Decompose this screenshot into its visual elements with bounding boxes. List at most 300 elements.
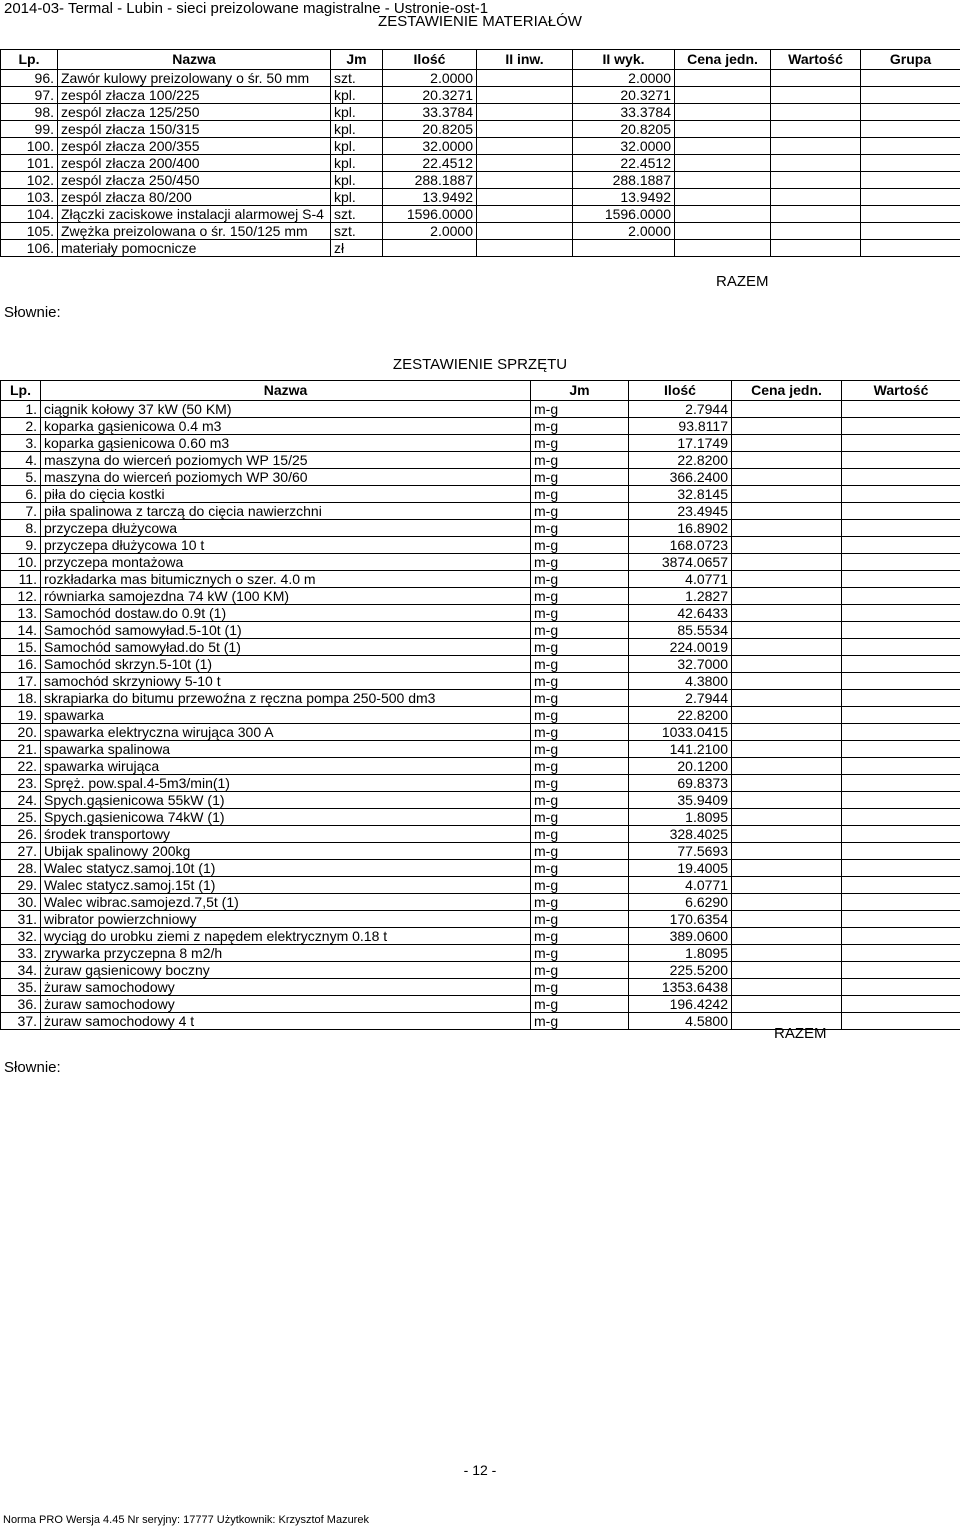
table-row	[1, 554, 960, 571]
row-unit: m-g	[531, 622, 629, 639]
row-value	[771, 70, 861, 87]
row-ii-inw	[477, 121, 573, 138]
row-unit-price	[732, 435, 842, 452]
row-ii-inw	[477, 223, 573, 240]
row-name: żuraw gąsienicowy boczny	[41, 962, 531, 979]
row-value	[842, 945, 960, 962]
row-qty: 1033.0415	[629, 724, 732, 741]
row-unit: m-g	[531, 724, 629, 741]
row-lp: 98.	[1, 104, 58, 121]
table-row	[1, 418, 960, 435]
table-row	[1, 520, 960, 537]
row-unit-price	[732, 520, 842, 537]
row-name: Samochód samowyład.do 5t (1)	[41, 639, 531, 656]
row-value	[771, 240, 861, 257]
table-row	[1, 843, 960, 860]
header-ii-wyk: II wyk.	[573, 50, 675, 70]
row-name: ciągnik kołowy 37 kW (50 KM)	[41, 401, 531, 418]
row-unit: m-g	[531, 656, 629, 673]
table-row	[1, 775, 960, 792]
row-name: piła spalinowa z tarczą do cięcia nawierzchni	[41, 503, 531, 520]
row-name: Walec statycz.samoj.15t (1)	[41, 877, 531, 894]
row-value	[842, 843, 960, 860]
row-unit-price	[732, 877, 842, 894]
row-qty: 42.6433	[629, 605, 732, 622]
row-lp: 100.	[1, 138, 58, 155]
equipment-table	[0, 380, 960, 1030]
row-lp: 25.	[1, 809, 41, 826]
row-lp: 6.	[1, 486, 41, 503]
table-row	[1, 741, 960, 758]
row-lp: 35.	[1, 979, 41, 996]
header-lp: Lp.	[1, 50, 58, 70]
row-value	[842, 707, 960, 724]
row-unit: m-g	[531, 962, 629, 979]
row-ii-wyk	[573, 240, 675, 257]
row-group	[861, 104, 960, 121]
row-value	[771, 104, 861, 121]
row-unit-price	[732, 758, 842, 775]
row-ii-wyk: 20.3271	[573, 87, 675, 104]
row-name: Walec statycz.samoj.10t (1)	[41, 860, 531, 877]
footer-software-info: Norma PRO Wersja 4.45 Nr seryjny: 17777 Użytkownik: Krzysztof Mazurek	[3, 1514, 369, 1526]
row-lp: 28.	[1, 860, 41, 877]
row-name: piła do cięcia kostki	[41, 486, 531, 503]
table-row	[1, 240, 960, 257]
row-unit: m-g	[531, 877, 629, 894]
row-value	[842, 486, 960, 503]
row-qty: 22.8200	[629, 707, 732, 724]
row-lp: 26.	[1, 826, 41, 843]
row-ii-inw	[477, 172, 573, 189]
row-unit-price	[675, 138, 771, 155]
row-lp: 12.	[1, 588, 41, 605]
row-unit: m-g	[531, 418, 629, 435]
row-unit-price	[732, 418, 842, 435]
row-unit-price	[675, 189, 771, 206]
table-row	[1, 469, 960, 486]
row-unit-price	[732, 928, 842, 945]
row-qty: 6.6290	[629, 894, 732, 911]
row-value	[842, 962, 960, 979]
row-name: Spręż. pow.spal.4-5m3/min(1)	[41, 775, 531, 792]
table-row	[1, 928, 960, 945]
header-name: Nazwa	[58, 50, 331, 70]
header-lp: Lp.	[1, 381, 41, 401]
row-value	[842, 520, 960, 537]
row-unit-price	[675, 240, 771, 257]
row-qty: 20.8205	[383, 121, 477, 138]
row-group	[861, 172, 960, 189]
row-ii-wyk: 2.0000	[573, 223, 675, 240]
row-unit: m-g	[531, 894, 629, 911]
row-value	[842, 622, 960, 639]
header-value: Wartość	[842, 381, 960, 401]
table-row	[1, 860, 960, 877]
row-unit: m-g	[531, 486, 629, 503]
row-qty: 328.4025	[629, 826, 732, 843]
row-unit-price	[732, 979, 842, 996]
row-unit-price	[732, 588, 842, 605]
header-unit-price: Cena jedn.	[732, 381, 842, 401]
row-unit-price	[675, 87, 771, 104]
header-group: Grupa	[861, 50, 960, 70]
row-qty: 389.0600	[629, 928, 732, 945]
row-qty: 32.8145	[629, 486, 732, 503]
row-value	[842, 928, 960, 945]
row-qty: 13.9492	[383, 189, 477, 206]
row-qty: 32.7000	[629, 656, 732, 673]
row-unit-price	[732, 537, 842, 554]
row-unit-price	[732, 503, 842, 520]
table-row	[1, 724, 960, 741]
row-unit: zł	[331, 240, 383, 257]
row-qty: 224.0019	[629, 639, 732, 656]
row-lp: 103.	[1, 189, 58, 206]
row-unit: kpl.	[331, 138, 383, 155]
row-unit-price	[675, 121, 771, 138]
row-qty: 22.4512	[383, 155, 477, 172]
row-unit-price	[732, 690, 842, 707]
row-group	[861, 70, 960, 87]
table-row	[1, 792, 960, 809]
row-unit-price	[732, 639, 842, 656]
row-unit: m-g	[531, 469, 629, 486]
table-row	[1, 486, 960, 503]
row-ii-inw	[477, 104, 573, 121]
row-qty: 366.2400	[629, 469, 732, 486]
row-unit-price	[732, 775, 842, 792]
row-unit: m-g	[531, 503, 629, 520]
row-name: przyczepa dłużycowa	[41, 520, 531, 537]
row-ii-inw	[477, 206, 573, 223]
row-group	[861, 87, 960, 104]
row-value	[842, 435, 960, 452]
row-ii-inw	[477, 70, 573, 87]
row-unit: m-g	[531, 452, 629, 469]
row-unit-price	[732, 894, 842, 911]
row-name: zespól złacza 100/225	[58, 87, 331, 104]
header-name: Nazwa	[41, 381, 531, 401]
row-qty: 1596.0000	[383, 206, 477, 223]
row-unit: kpl.	[331, 172, 383, 189]
table-row	[1, 962, 960, 979]
header-value: Wartość	[771, 50, 861, 70]
row-unit: m-g	[531, 707, 629, 724]
row-unit: kpl.	[331, 189, 383, 206]
table-row	[1, 138, 960, 155]
row-lp: 24.	[1, 792, 41, 809]
row-value	[842, 571, 960, 588]
row-lp: 21.	[1, 741, 41, 758]
row-unit-price	[732, 945, 842, 962]
row-lp: 104.	[1, 206, 58, 223]
table-row	[1, 503, 960, 520]
materials-table	[0, 49, 960, 257]
table-row	[1, 894, 960, 911]
row-value	[842, 996, 960, 1013]
row-unit-price	[732, 741, 842, 758]
row-name: spawarka	[41, 707, 531, 724]
row-unit-price	[732, 996, 842, 1013]
row-unit: m-g	[531, 435, 629, 452]
row-value	[842, 452, 960, 469]
row-qty: 225.5200	[629, 962, 732, 979]
table-row	[1, 656, 960, 673]
row-ii-wyk: 20.8205	[573, 121, 675, 138]
row-lp: 97.	[1, 87, 58, 104]
row-group	[861, 189, 960, 206]
row-name: wibrator powierzchniowy	[41, 911, 531, 928]
row-unit: m-g	[531, 758, 629, 775]
table-row	[1, 809, 960, 826]
row-name: Zwężka preizolowana o śr. 150/125 mm	[58, 223, 331, 240]
row-name: Walec wibrac.samojezd.7,5t (1)	[41, 894, 531, 911]
row-qty: 170.6354	[629, 911, 732, 928]
row-value	[771, 121, 861, 138]
row-unit-price	[675, 70, 771, 87]
materials-header-row	[1, 50, 960, 70]
row-unit-price	[732, 571, 842, 588]
row-value	[842, 1013, 960, 1030]
row-qty: 35.9409	[629, 792, 732, 809]
row-lp: 96.	[1, 70, 58, 87]
table-row	[1, 979, 960, 996]
row-unit-price	[732, 860, 842, 877]
table-row	[1, 639, 960, 656]
row-name: przyczepa montażowa	[41, 554, 531, 571]
row-unit-price	[732, 962, 842, 979]
header-unit: Jm	[331, 50, 383, 70]
table-row	[1, 996, 960, 1013]
row-qty: 4.0771	[629, 877, 732, 894]
row-ii-wyk: 1596.0000	[573, 206, 675, 223]
row-name: samochód skrzyniowy 5-10 t	[41, 673, 531, 690]
row-unit: m-g	[531, 537, 629, 554]
row-unit: m-g	[531, 673, 629, 690]
row-group	[861, 240, 960, 257]
row-unit: kpl.	[331, 121, 383, 138]
equipment-section-title: ZESTAWIENIE SPRZĘTU	[392, 356, 568, 373]
row-qty: 4.5800	[629, 1013, 732, 1030]
row-qty: 20.3271	[383, 87, 477, 104]
table-row	[1, 223, 960, 240]
row-unit: m-g	[531, 911, 629, 928]
row-name: Spych.gąsienicowa 55kW (1)	[41, 792, 531, 809]
row-name: koparka gąsienicowa 0.4 m3	[41, 418, 531, 435]
row-name: przyczepa dłużycowa 10 t	[41, 537, 531, 554]
table-row	[1, 945, 960, 962]
row-unit-price	[732, 452, 842, 469]
row-ii-wyk: 13.9492	[573, 189, 675, 206]
table-row	[1, 206, 960, 223]
row-lp: 18.	[1, 690, 41, 707]
row-group	[861, 155, 960, 172]
row-qty: 168.0723	[629, 537, 732, 554]
row-lp: 3.	[1, 435, 41, 452]
row-value	[842, 758, 960, 775]
row-unit: szt.	[331, 70, 383, 87]
row-qty: 93.8117	[629, 418, 732, 435]
table-row	[1, 172, 960, 189]
row-value	[842, 826, 960, 843]
row-lp: 29.	[1, 877, 41, 894]
row-unit-price	[732, 911, 842, 928]
row-qty: 17.1749	[629, 435, 732, 452]
row-value	[842, 554, 960, 571]
row-unit: kpl.	[331, 155, 383, 172]
row-qty: 288.1887	[383, 172, 477, 189]
row-name: zespól złacza 125/250	[58, 104, 331, 121]
row-value	[842, 724, 960, 741]
row-qty: 4.3800	[629, 673, 732, 690]
table-row	[1, 622, 960, 639]
row-unit: m-g	[531, 639, 629, 656]
row-lp: 22.	[1, 758, 41, 775]
row-lp: 23.	[1, 775, 41, 792]
row-ii-wyk: 22.4512	[573, 155, 675, 172]
row-ii-wyk: 33.3784	[573, 104, 675, 121]
row-ii-wyk: 32.0000	[573, 138, 675, 155]
row-name: spawarka spalinowa	[41, 741, 531, 758]
materials-words-label: Słownie:	[4, 304, 61, 321]
table-row	[1, 588, 960, 605]
row-qty: 1.8095	[629, 809, 732, 826]
row-unit: m-g	[531, 979, 629, 996]
row-lp: 14.	[1, 622, 41, 639]
row-unit: m-g	[531, 571, 629, 588]
table-row	[1, 690, 960, 707]
row-qty: 19.4005	[629, 860, 732, 877]
row-ii-inw	[477, 138, 573, 155]
table-row	[1, 401, 960, 418]
row-value	[842, 792, 960, 809]
row-unit-price	[732, 792, 842, 809]
row-ii-wyk: 288.1887	[573, 172, 675, 189]
row-unit-price	[732, 673, 842, 690]
row-name: wyciąg do urobku ziemi z napędem elektrycznym 0.18 t	[41, 928, 531, 945]
header-unit-price: Cena jedn.	[675, 50, 771, 70]
row-lp: 33.	[1, 945, 41, 962]
document-title: 2014-03- Termal - Lubin - sieci preizolowane magistralne - Ustronie-ost-1	[4, 0, 489, 17]
row-qty: 2.7944	[629, 690, 732, 707]
header-qty: Ilość	[629, 381, 732, 401]
row-value	[842, 860, 960, 877]
table-row	[1, 758, 960, 775]
row-value	[842, 775, 960, 792]
row-name: zespól złacza 200/355	[58, 138, 331, 155]
row-qty: 2.7944	[629, 401, 732, 418]
row-value	[771, 155, 861, 172]
row-qty: 33.3784	[383, 104, 477, 121]
table-row	[1, 435, 960, 452]
row-value	[771, 138, 861, 155]
header-ii-inw: II inw.	[477, 50, 573, 70]
row-lp: 102.	[1, 172, 58, 189]
row-unit: m-g	[531, 826, 629, 843]
row-lp: 30.	[1, 894, 41, 911]
table-row	[1, 189, 960, 206]
row-ii-inw	[477, 189, 573, 206]
row-value	[842, 469, 960, 486]
row-name: Zawór kulowy preizolowany o śr. 50 mm	[58, 70, 331, 87]
row-value	[771, 223, 861, 240]
row-value	[842, 911, 960, 928]
row-unit: m-g	[531, 690, 629, 707]
table-row	[1, 911, 960, 928]
table-row	[1, 70, 960, 87]
row-unit: szt.	[331, 206, 383, 223]
row-value	[842, 503, 960, 520]
row-qty: 1.2827	[629, 588, 732, 605]
row-group	[861, 121, 960, 138]
page-number: - 12 -	[463, 1462, 497, 1478]
table-row	[1, 537, 960, 554]
header-unit: Jm	[531, 381, 629, 401]
row-name: żuraw samochodowy	[41, 979, 531, 996]
row-unit: m-g	[531, 775, 629, 792]
row-lp: 37.	[1, 1013, 41, 1030]
table-row	[1, 707, 960, 724]
row-name: żuraw samochodowy	[41, 996, 531, 1013]
row-name: koparka gąsienicowa 0.60 m3	[41, 435, 531, 452]
row-value	[842, 894, 960, 911]
row-unit-price	[675, 104, 771, 121]
row-qty	[383, 240, 477, 257]
row-qty: 1353.6438	[629, 979, 732, 996]
row-unit: m-g	[531, 588, 629, 605]
row-name: materiały pomocnicze	[58, 240, 331, 257]
row-unit-price	[732, 401, 842, 418]
table-row	[1, 605, 960, 622]
row-name: Samochód samowyład.5-10t (1)	[41, 622, 531, 639]
row-unit-price	[732, 826, 842, 843]
row-name: maszyna do wierceń poziomych WP 15/25	[41, 452, 531, 469]
row-value	[842, 401, 960, 418]
row-value	[842, 537, 960, 554]
row-lp: 101.	[1, 155, 58, 172]
row-group	[861, 206, 960, 223]
table-row	[1, 452, 960, 469]
row-name: równiarka samojezdna 74 kW (100 KM)	[41, 588, 531, 605]
row-unit-price	[675, 172, 771, 189]
row-name: Złączki zaciskowe instalacji alarmowej S-4	[58, 206, 331, 223]
row-qty: 20.1200	[629, 758, 732, 775]
equipment-words-label: Słownie:	[4, 1059, 61, 1076]
row-unit: szt.	[331, 223, 383, 240]
row-lp: 27.	[1, 843, 41, 860]
row-value	[771, 189, 861, 206]
equipment-header-row	[1, 381, 960, 401]
row-qty: 77.5693	[629, 843, 732, 860]
row-value	[842, 588, 960, 605]
row-name: zespól złacza 80/200	[58, 189, 331, 206]
row-qty: 16.8902	[629, 520, 732, 537]
row-qty: 85.5534	[629, 622, 732, 639]
row-group	[861, 223, 960, 240]
row-lp: 17.	[1, 673, 41, 690]
table-row	[1, 571, 960, 588]
row-unit: m-g	[531, 928, 629, 945]
row-qty: 3874.0657	[629, 554, 732, 571]
row-unit: m-g	[531, 945, 629, 962]
row-unit: m-g	[531, 809, 629, 826]
row-value	[842, 673, 960, 690]
row-qty: 2.0000	[383, 223, 477, 240]
row-qty: 1.8095	[629, 945, 732, 962]
row-unit-price	[732, 622, 842, 639]
row-lp: 16.	[1, 656, 41, 673]
